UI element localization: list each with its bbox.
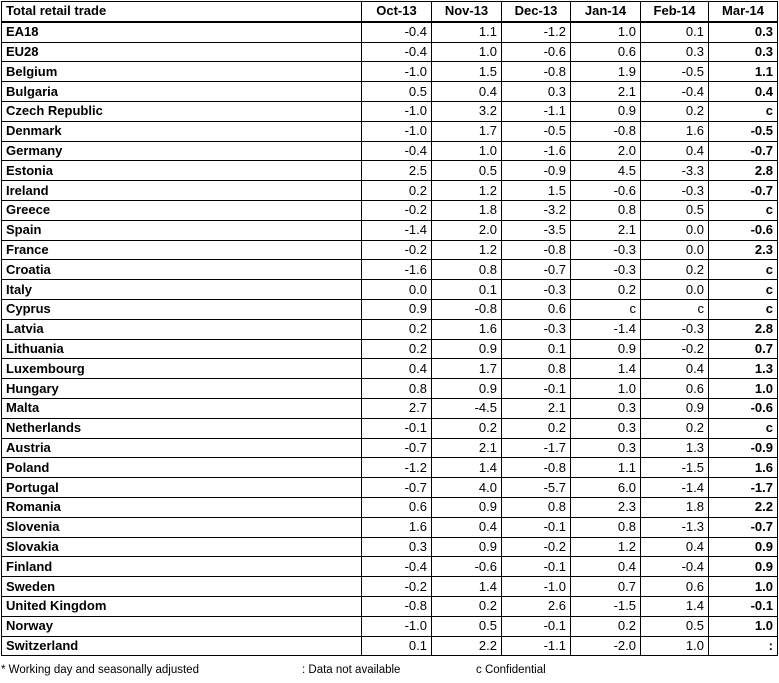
value-cell: -0.6 (709, 220, 778, 240)
value-cell: 0.6 (641, 379, 709, 399)
value-cell: 0.8 (502, 497, 571, 517)
value-cell: 0.7 (571, 577, 641, 597)
country-cell: Spain (2, 220, 362, 240)
value-cell: -0.3 (641, 181, 709, 201)
value-cell: 0.4 (641, 141, 709, 161)
country-cell: Netherlands (2, 418, 362, 438)
value-cell: 0.3 (502, 82, 571, 102)
value-cell: 0.2 (432, 418, 502, 438)
value-cell: 0.8 (571, 517, 641, 537)
table-row (2, 438, 778, 458)
value-cell: -0.2 (362, 577, 432, 597)
table-row (2, 339, 778, 359)
table-row (2, 418, 778, 438)
table-row (2, 42, 778, 62)
table-row (2, 577, 778, 597)
footer-notes (0, 662, 779, 680)
value-cell: 1.0 (571, 22, 641, 42)
value-cell: -0.2 (502, 537, 571, 557)
value-cell: -0.7 (709, 517, 778, 537)
value-cell: 0.3 (641, 42, 709, 62)
value-cell: 0.8 (362, 379, 432, 399)
value-cell: -1.0 (362, 101, 432, 121)
value-cell: 0.2 (362, 319, 432, 339)
value-cell: -0.1 (502, 517, 571, 537)
country-cell: Portugal (2, 478, 362, 498)
value-cell: 1.4 (571, 359, 641, 379)
value-cell: -0.7 (502, 260, 571, 280)
value-cell: 0.6 (641, 577, 709, 597)
value-cell: -1.0 (362, 121, 432, 141)
table-row (2, 398, 778, 418)
value-cell: -0.7 (709, 181, 778, 201)
value-cell: c (709, 418, 778, 438)
value-cell: 0.9 (709, 537, 778, 557)
value-cell: -0.8 (362, 596, 432, 616)
value-cell: 1.4 (641, 596, 709, 616)
country-cell: Bulgaria (2, 82, 362, 102)
value-cell: c (709, 260, 778, 280)
country-cell: Ireland (2, 181, 362, 201)
value-cell: -0.3 (502, 319, 571, 339)
value-cell: 1.3 (641, 438, 709, 458)
value-cell: -0.1 (502, 379, 571, 399)
table-row (2, 379, 778, 399)
table-row (2, 557, 778, 577)
value-cell: -1.0 (502, 577, 571, 597)
value-cell: c (709, 101, 778, 121)
country-cell: United Kingdom (2, 596, 362, 616)
value-cell: 0.2 (571, 280, 641, 300)
value-cell: 0.5 (641, 200, 709, 220)
value-cell: c (709, 280, 778, 300)
country-cell: Finland (2, 557, 362, 577)
table-row (2, 181, 778, 201)
country-cell: Croatia (2, 260, 362, 280)
country-cell: Malta (2, 398, 362, 418)
table-row (2, 121, 778, 141)
value-cell: 2.3 (709, 240, 778, 260)
value-cell: 1.2 (432, 181, 502, 201)
value-cell: 2.1 (502, 398, 571, 418)
value-cell: -0.6 (709, 398, 778, 418)
table-row (2, 537, 778, 557)
value-cell: -0.4 (362, 42, 432, 62)
value-cell: -1.2 (502, 22, 571, 42)
value-cell: 1.9 (571, 62, 641, 82)
value-cell: 2.1 (432, 438, 502, 458)
value-cell: 1.5 (432, 62, 502, 82)
table-row (2, 458, 778, 478)
value-cell: 0.6 (502, 299, 571, 319)
value-cell: 4.5 (571, 161, 641, 181)
value-cell: -1.7 (502, 438, 571, 458)
value-cell: 0.5 (641, 616, 709, 636)
value-cell: 1.3 (709, 359, 778, 379)
value-cell: -1.4 (641, 478, 709, 498)
table-row (2, 141, 778, 161)
value-cell: -1.7 (709, 478, 778, 498)
table-row (2, 319, 778, 339)
value-cell: 0.2 (641, 260, 709, 280)
value-cell: 1.1 (571, 458, 641, 478)
value-cell: 0.2 (502, 418, 571, 438)
table-row (2, 200, 778, 220)
value-cell: 3.2 (432, 101, 502, 121)
value-cell: -0.3 (571, 260, 641, 280)
country-cell: Slovakia (2, 537, 362, 557)
value-cell: -0.7 (362, 478, 432, 498)
value-cell: 1.0 (709, 379, 778, 399)
value-cell: 2.6 (502, 596, 571, 616)
value-cell: -0.2 (362, 200, 432, 220)
value-cell: -3.2 (502, 200, 571, 220)
value-cell: 2.7 (362, 398, 432, 418)
value-cell: 0.4 (362, 359, 432, 379)
value-cell: c (641, 299, 709, 319)
value-cell: 1.8 (641, 497, 709, 517)
value-cell: 2.0 (571, 141, 641, 161)
value-cell: 1.2 (571, 537, 641, 557)
value-cell: 0.8 (502, 359, 571, 379)
value-cell: 1.1 (709, 62, 778, 82)
header-cell-mar14: Mar-14 (709, 2, 778, 22)
table-row (2, 161, 778, 181)
footer-note-adjusted: * Working day and seasonally adjusted (1, 664, 199, 676)
value-cell: 0.4 (432, 82, 502, 102)
value-cell: -0.3 (502, 280, 571, 300)
value-cell: 1.7 (432, 359, 502, 379)
country-cell: Belgium (2, 62, 362, 82)
value-cell: 1.0 (432, 42, 502, 62)
value-cell: c (571, 299, 641, 319)
value-cell: 0.7 (709, 339, 778, 359)
value-cell: 0.1 (362, 636, 432, 656)
value-cell: -0.1 (709, 596, 778, 616)
value-cell: -1.6 (362, 260, 432, 280)
value-cell: 1.6 (432, 319, 502, 339)
value-cell: -0.4 (362, 22, 432, 42)
country-cell: Sweden (2, 577, 362, 597)
table-row (2, 82, 778, 102)
value-cell: -0.9 (709, 438, 778, 458)
value-cell: 1.8 (432, 200, 502, 220)
table-row (2, 280, 778, 300)
value-cell: 0.4 (571, 557, 641, 577)
value-cell: -0.3 (571, 240, 641, 260)
value-cell: -1.2 (362, 458, 432, 478)
value-cell: : (709, 636, 778, 656)
value-cell: 1.4 (432, 577, 502, 597)
value-cell: 0.0 (641, 240, 709, 260)
country-cell: Czech Republic (2, 101, 362, 121)
value-cell: c (709, 200, 778, 220)
value-cell: -4.5 (432, 398, 502, 418)
value-cell: -1.0 (362, 616, 432, 636)
country-cell: Estonia (2, 161, 362, 181)
value-cell: -5.7 (502, 478, 571, 498)
header-cell-jan14: Jan-14 (571, 2, 641, 22)
value-cell: 0.9 (362, 299, 432, 319)
value-cell: 0.5 (432, 616, 502, 636)
value-cell: 0.3 (571, 438, 641, 458)
value-cell: 0.4 (709, 82, 778, 102)
value-cell: 0.1 (502, 339, 571, 359)
value-cell: 1.0 (432, 141, 502, 161)
value-cell: 0.9 (432, 497, 502, 517)
header-cell-nov13: Nov-13 (432, 2, 502, 22)
value-cell: 0.3 (709, 22, 778, 42)
value-cell: -0.7 (362, 438, 432, 458)
table-row (2, 260, 778, 280)
value-cell: -3.3 (641, 161, 709, 181)
value-cell: 0.6 (362, 497, 432, 517)
country-cell: Italy (2, 280, 362, 300)
value-cell: 0.3 (571, 418, 641, 438)
country-cell: France (2, 240, 362, 260)
value-cell: 1.0 (709, 577, 778, 597)
country-cell: EA18 (2, 22, 362, 42)
value-cell: -0.5 (502, 121, 571, 141)
country-cell: Romania (2, 497, 362, 517)
value-cell: -0.2 (362, 240, 432, 260)
table-row (2, 220, 778, 240)
retail-trade-table (1, 1, 778, 656)
country-cell: Cyprus (2, 299, 362, 319)
value-cell: 0.4 (641, 359, 709, 379)
value-cell: 0.3 (571, 398, 641, 418)
value-cell: 0.9 (432, 339, 502, 359)
value-cell: 0.1 (641, 22, 709, 42)
value-cell: 2.1 (571, 220, 641, 240)
value-cell: 0.8 (571, 200, 641, 220)
value-cell: 2.1 (571, 82, 641, 102)
value-cell: 0.2 (362, 181, 432, 201)
value-cell: 1.6 (641, 121, 709, 141)
country-cell: Greece (2, 200, 362, 220)
value-cell: 4.0 (432, 478, 502, 498)
value-cell: 0.5 (362, 82, 432, 102)
value-cell: -1.5 (641, 458, 709, 478)
table-row (2, 22, 778, 42)
value-cell: 1.0 (709, 616, 778, 636)
country-cell: Luxembourg (2, 359, 362, 379)
value-cell: -0.4 (641, 557, 709, 577)
value-cell: 6.0 (571, 478, 641, 498)
value-cell: 0.2 (641, 101, 709, 121)
value-cell: -1.6 (502, 141, 571, 161)
table-row (2, 478, 778, 498)
value-cell: 2.2 (432, 636, 502, 656)
country-cell: Lithuania (2, 339, 362, 359)
country-cell: Germany (2, 141, 362, 161)
value-cell: -0.6 (502, 42, 571, 62)
value-cell: -1.0 (362, 62, 432, 82)
value-cell: c (709, 299, 778, 319)
value-cell: 2.8 (709, 161, 778, 181)
value-cell: -0.9 (502, 161, 571, 181)
value-cell: 1.4 (432, 458, 502, 478)
value-cell: 0.9 (571, 101, 641, 121)
value-cell: -0.1 (502, 616, 571, 636)
value-cell: -1.5 (571, 596, 641, 616)
country-cell: EU28 (2, 42, 362, 62)
value-cell: 0.2 (362, 339, 432, 359)
value-cell: 1.7 (432, 121, 502, 141)
value-cell: -1.4 (571, 319, 641, 339)
table-row (2, 359, 778, 379)
table-row (2, 636, 778, 656)
value-cell: 0.2 (641, 418, 709, 438)
country-cell: Hungary (2, 379, 362, 399)
value-cell: 0.1 (432, 280, 502, 300)
value-cell: -0.3 (641, 319, 709, 339)
header-cell-dec13: Dec-13 (502, 2, 571, 22)
value-cell: 1.2 (432, 240, 502, 260)
table-body (2, 22, 778, 656)
value-cell: 0.0 (362, 280, 432, 300)
header-cell-label: Total retail trade (2, 2, 362, 22)
value-cell: 0.9 (709, 557, 778, 577)
table-row (2, 517, 778, 537)
country-cell: Austria (2, 438, 362, 458)
table-row (2, 497, 778, 517)
value-cell: -0.8 (502, 240, 571, 260)
value-cell: -0.1 (502, 557, 571, 577)
value-cell: -0.8 (502, 458, 571, 478)
table-row (2, 101, 778, 121)
value-cell: 0.9 (641, 398, 709, 418)
header-cell-feb14: Feb-14 (641, 2, 709, 22)
value-cell: -1.1 (502, 636, 571, 656)
value-cell: -0.8 (571, 121, 641, 141)
value-cell: -3.5 (502, 220, 571, 240)
value-cell: 0.3 (709, 42, 778, 62)
value-cell: 0.9 (571, 339, 641, 359)
value-cell: 0.3 (362, 537, 432, 557)
value-cell: 1.6 (362, 517, 432, 537)
value-cell: -1.3 (641, 517, 709, 537)
table-row (2, 240, 778, 260)
table-row (2, 596, 778, 616)
value-cell: -0.2 (641, 339, 709, 359)
value-cell: 0.8 (432, 260, 502, 280)
value-cell: 0.0 (641, 280, 709, 300)
value-cell: 2.5 (362, 161, 432, 181)
value-cell: -0.4 (641, 82, 709, 102)
value-cell: -0.8 (432, 299, 502, 319)
value-cell: -0.1 (362, 418, 432, 438)
value-cell: -0.5 (709, 121, 778, 141)
value-cell: 1.1 (432, 22, 502, 42)
value-cell: 0.4 (641, 537, 709, 557)
country-cell: Denmark (2, 121, 362, 141)
value-cell: 0.9 (432, 537, 502, 557)
value-cell: -2.0 (571, 636, 641, 656)
value-cell: -0.5 (641, 62, 709, 82)
value-cell: 0.9 (432, 379, 502, 399)
value-cell: 0.5 (432, 161, 502, 181)
table-row (2, 616, 778, 636)
table-row (2, 62, 778, 82)
country-cell: Latvia (2, 319, 362, 339)
value-cell: 0.6 (571, 42, 641, 62)
value-cell: 0.2 (432, 596, 502, 616)
footer-note-confidential: c Confidential (476, 664, 546, 676)
value-cell: 1.0 (571, 379, 641, 399)
value-cell: 1.5 (502, 181, 571, 201)
country-cell: Slovenia (2, 517, 362, 537)
value-cell: 0.2 (571, 616, 641, 636)
value-cell: -1.4 (362, 220, 432, 240)
value-cell: -1.1 (502, 101, 571, 121)
value-cell: -0.6 (432, 557, 502, 577)
header-cell-oct13: Oct-13 (362, 2, 432, 22)
value-cell: 1.6 (709, 458, 778, 478)
value-cell: -0.4 (362, 557, 432, 577)
value-cell: 0.0 (641, 220, 709, 240)
country-cell: Poland (2, 458, 362, 478)
value-cell: 2.0 (432, 220, 502, 240)
value-cell: 1.0 (641, 636, 709, 656)
value-cell: 2.8 (709, 319, 778, 339)
table-row (2, 299, 778, 319)
country-cell: Switzerland (2, 636, 362, 656)
value-cell: -0.7 (709, 141, 778, 161)
table-header-row (2, 2, 778, 22)
value-cell: 2.2 (709, 497, 778, 517)
value-cell: -0.8 (502, 62, 571, 82)
country-cell: Norway (2, 616, 362, 636)
value-cell: -0.4 (362, 141, 432, 161)
value-cell: 2.3 (571, 497, 641, 517)
value-cell: -0.6 (571, 181, 641, 201)
footer-note-not-available: : Data not available (302, 664, 401, 676)
value-cell: 0.4 (432, 517, 502, 537)
